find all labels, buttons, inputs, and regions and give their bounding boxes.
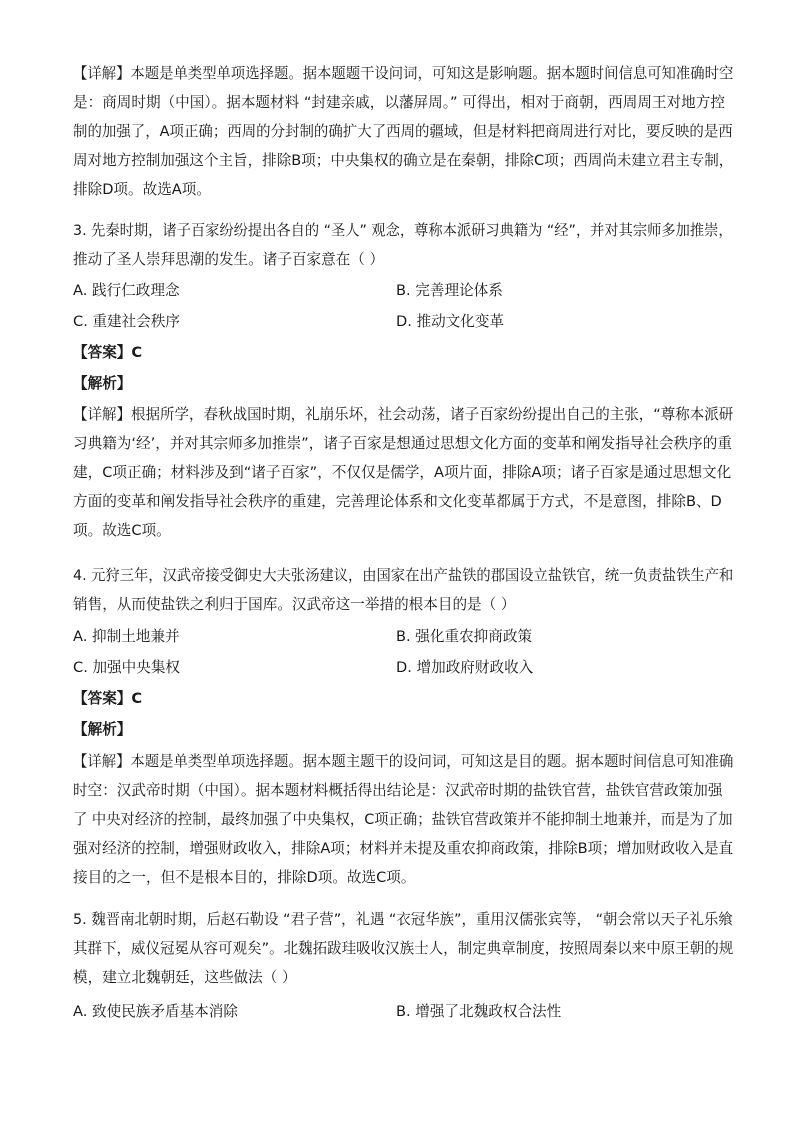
q4-stem-line-2: 销售，从而使盐铁之利归于国库。汉武帝这一举措的根本目的是（ ） <box>73 596 516 613</box>
q3-option-c: C. 重建社会秩序 <box>73 313 181 330</box>
q4-detail-line-4: 强对经济的控制，增强财政收入，排除A项；材料并未提及重农抑商政策，排除B项；增加财政收入是直 <box>73 840 734 857</box>
q5-option-a: A. 致使民族矛盾基本消除 <box>73 1003 238 1020</box>
q3-detail-line-5: 项。故选C项。 <box>73 522 171 539</box>
q3-stem-line-1: 3. 先秦时期，诸子百家纷纷提出各自的 “圣人” 观念，尊称本派研习典籍为 “经”，并对其宗师多加推崇， <box>73 222 733 239</box>
q3-detail-line-4: 方面的变革和阐发指导社会秩序的重建，完善理论体系和文化变革都属于方式，不是意图，排除B、D <box>73 493 722 510</box>
q5-stem-line-1: 5. 魏晋南北朝时期，后赵石勒设 “君子营”，礼遇 “衣冠华族”，重用汉儒张宾等， “朝会常以天子礼乐飨 <box>73 911 733 928</box>
q3-option-b: B. 完善理论体系 <box>396 282 503 299</box>
q4-option-c: C. 加强中央集权 <box>73 659 181 676</box>
q4-detail-line-1: 【详解】本题是单类型单项选择题。据本题主题干的设问词，可知这是目的题。据本题时间信息可知准确 <box>73 753 734 770</box>
q4-detail-line-5: 接目的之一，但不是根本目的，排除D项。故选C项。 <box>73 869 416 886</box>
q4-option-d: D. 增加政府财政收入 <box>396 659 534 676</box>
q2-detail-line-2: 是：商周时期（中国）。据本题材料 “封建亲戚，以藩屏周。” 可得出，相对于商朝，西周周王对地方控 <box>73 94 725 111</box>
q4-answer: 【答案】C <box>73 690 143 707</box>
q4-stem-line-1: 4. 元狩三年，汉武帝接受御史大夫张汤建议，由国家在出产盐铁的郡国设立盐铁官，统一负责盐铁生产和 <box>73 567 734 584</box>
q4-option-a: A. 抑制土地兼并 <box>73 628 180 645</box>
q3-option-a: A. 践行仁政理念 <box>73 282 180 299</box>
q5-stem-line-2: 其群下，威仪冠冕从容可观矣”。北魏拓跋珪吸收汉族士人，制定典章制度，按照周秦以来中原王朝的规 <box>73 940 734 957</box>
q3-detail-line-2: 习典籍为‘经’，并对其宗师多加推崇”，诸子百家是想通过思想文化方面的变革和阐发指导社会秩序的重 <box>73 435 732 452</box>
q3-analysis-label: 【解析】 <box>73 375 132 392</box>
q3-stem-line-2: 推动了圣人崇拜思潮的发生。诸子百家意在（ ） <box>73 251 385 268</box>
q3-answer: 【答案】C <box>73 344 143 361</box>
q2-detail-line-1: 【详解】本题是单类型单项选择题。据本题题干设问词，可知这是影响题。据本题时间信息可知准确时空 <box>73 65 734 82</box>
q5-option-b: B. 增强了北魏政权合法性 <box>396 1003 562 1020</box>
q2-detail-line-5: 排除D项。故选A项。 <box>73 181 211 198</box>
q4-detail-line-2: 时空：汉武帝时期（中国）。据本题材料概括得出结论是：汉武帝时期的盐铁官营，盐铁官营政策加强 <box>73 782 723 799</box>
q5-stem-line-3: 模，建立北魏朝廷，这些做法（ ） <box>73 969 297 986</box>
q3-option-d: D. 推动文化变革 <box>396 313 505 330</box>
q3-detail-line-1: 【详解】根据所学，春秋战国时期，礼崩乐坏，社会动荡，诸子百家纷纷提出自己的主张，“尊称本派研 <box>73 406 734 423</box>
q4-analysis-label: 【解析】 <box>73 721 132 738</box>
q3-detail-line-3: 建，C项正确；材料涉及到“诸子百家”，不仅仅是儒学，A项片面，排除A项；诸子百家是通过思想文化 <box>73 464 732 481</box>
q4-option-b: B. 强化重农抑商政策 <box>396 628 533 645</box>
q4-detail-line-3: 了 中央对经济的控制，最终加强了中央集权，C项正确；盐铁官营政策并不能抑制土地兼并，而是为了加 <box>73 811 733 828</box>
q2-detail-line-4: 周对地方控制加强这个主旨，排除B项；中央集权的确立是在秦朝，排除C项；西周尚未建立君主专制， <box>73 152 734 169</box>
q2-detail-line-3: 制的加强了，A项正确；西周的分封制的确扩大了西周的疆域，但是材料把商周进行对比，要反映的是西 <box>73 123 733 140</box>
